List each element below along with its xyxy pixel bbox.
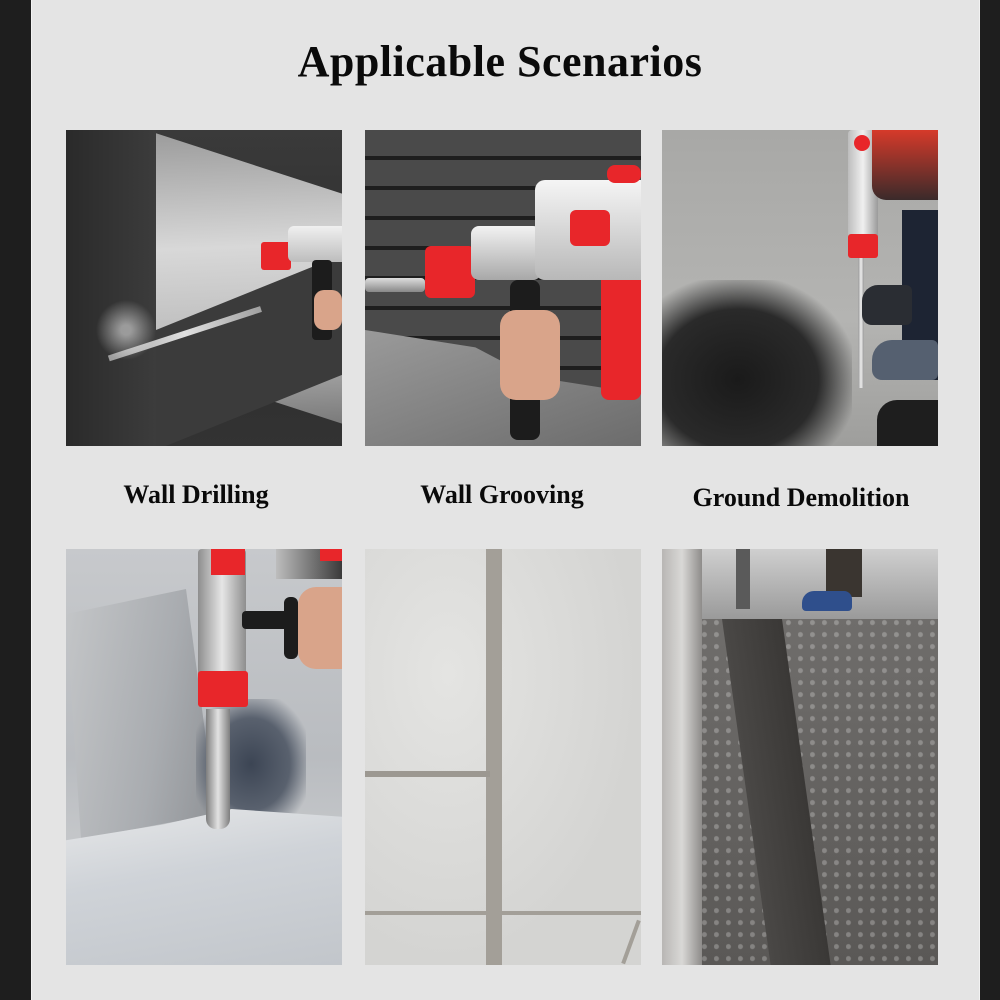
caption-ground-demolition: Ground Demolition — [692, 483, 910, 512]
caption-wall-drilling: Wall Drilling — [123, 480, 269, 509]
floor-groove-photo — [662, 549, 938, 965]
wall-grooving-photo — [365, 130, 641, 446]
panel-edge-right — [979, 0, 980, 1000]
ground-demolition-photo — [662, 130, 938, 446]
concrete-breaking-photo — [66, 549, 342, 965]
wall-drilling-photo — [66, 130, 342, 446]
floor-tiles-photo — [365, 549, 641, 965]
panel-edge-left — [31, 0, 32, 1000]
page-title: Applicable Scenarios — [297, 37, 703, 86]
caption-wall-grooving: Wall Grooving — [420, 480, 584, 509]
